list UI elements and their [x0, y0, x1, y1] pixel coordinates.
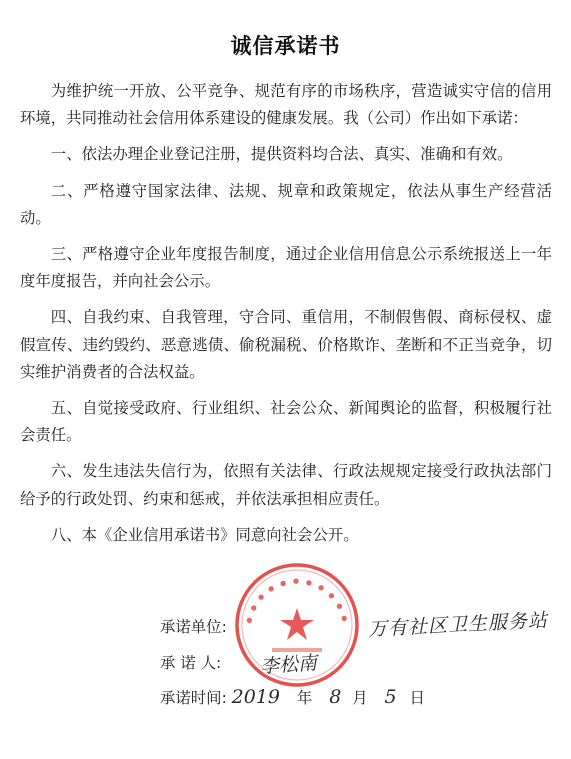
document-body: [20, 78, 552, 558]
time-label: 承诺时间:: [160, 689, 227, 707]
date-year: 2019: [231, 686, 281, 708]
unit-label: 承诺单位:: [160, 618, 227, 636]
svg-text:•••••••••••: •••••••••••: [240, 573, 354, 628]
date-month-unit: 月: [352, 689, 368, 707]
unit-handwritten-name: 万有社区卫生服务站: [367, 609, 549, 641]
commitment-item-3: 三、严格遵守企业年度报告制度，通过企业信用信息公示系统报送上一年度年度报告，并向社会公示。: [20, 245, 552, 291]
commitment-item-2: 二、严格遵守国家法律、法规、规章和政策规定，依法从事生产经营活动。: [20, 181, 552, 227]
date-day: 5: [384, 686, 397, 708]
document-title: 诚信承诺书: [230, 34, 341, 58]
commitment-item-5: 五、自觉接受政府、行业组织、社会公众、新闻舆论的监督，积极履行社会责任。: [20, 399, 552, 445]
signature-unit-row: [160, 609, 549, 642]
commitment-item-1: 一、依法办理企业登记注册，提供资料均合法、真实、准确和有效。: [50, 145, 513, 164]
date-year-unit: 年: [296, 689, 313, 707]
date-day-unit: 日: [409, 689, 425, 707]
person-label: 承 诺 人:: [160, 654, 222, 672]
date-month: 8: [329, 686, 342, 708]
signature-date-row: [160, 682, 425, 712]
intro-paragraph: 为维护统一开放、公平竞争、规范有序的市场秩序，营造诚实守信的信用环境，共同推动社会信用体系建设的健康发展。我（公司）作出如下承诺：: [20, 82, 552, 128]
signature-person-row: [160, 648, 318, 678]
commitment-item-4: 四、自我约束、自我管理，守合同、重信用，不制假售假、商标侵权、虚假宣传、违约毁约、恶意逃债、偷税漏税、价格欺诈、垄断和不正当竞争，切实维护消费者的合法权益。: [20, 308, 552, 381]
person-handwritten-signature: 李松南: [259, 652, 318, 678]
commitment-item-8: 八、本《企业信用承诺书》同意向社会公开。: [50, 525, 359, 544]
commitment-item-6: 六、发生违法失信行为，依照有关法律、行政法规规定接受行政执法部门给予的行政处罚、约束和惩戒，并依法承担相应责任。: [20, 462, 552, 508]
